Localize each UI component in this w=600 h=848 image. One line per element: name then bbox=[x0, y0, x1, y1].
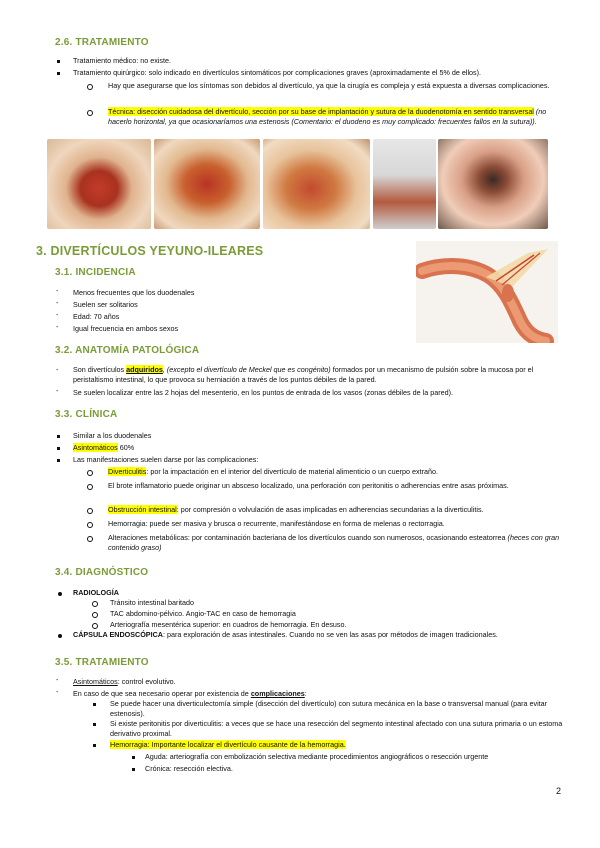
text-item: CÁPSULA ENDOSCÓPICA: para exploración de asas intestinales. Cuando no se ven las asas por métodos de imagen tradicionales. bbox=[73, 630, 498, 639]
text-item: Obstrucción intestinal: por compresión o volvulación de asas implicadas en adherencias secundarias a la diverticulitis. bbox=[108, 505, 484, 514]
highlight-text: Técnica: disección cuidadosa del divertículo, sección por su base de implantación y sutura de la duodenotomía en sentido transversal bbox=[108, 107, 534, 116]
circle-bullet-icon bbox=[87, 84, 93, 90]
text-item: Se suelen localizar entre las 2 hojas del mesenterio, en los puntos de entrada de los vasos (zonas débiles de la pared). bbox=[73, 388, 453, 397]
section-heading-3-1: 3.1. INCIDENCIA bbox=[55, 267, 136, 278]
text-item: Son divertículos adquiridos, (excepto el divertículo de Meckel que es congénito) formados por un mecanismo de pulsión sobre la mucosa por el peristaltismo intestinal, lo que provoca su herniación a través de los puntos débiles de la pared. bbox=[73, 365, 534, 384]
circle-bullet-icon bbox=[87, 484, 93, 490]
section-heading-3-5: 3.5. TRATAMIENTO bbox=[55, 657, 149, 668]
text-item: Las manifestaciones suelen darse por las complicaciones: bbox=[73, 455, 259, 464]
bullet-icon bbox=[132, 756, 135, 759]
bullet-icon bbox=[57, 60, 60, 63]
text-item: Alteraciones metabólicas: por contaminación bacteriana de los divertículos cuando son numerosos, ocasionando esteatorrea (heces con gran contenido graso) bbox=[108, 533, 560, 552]
text-item: Hay que asegurarse que los síntomas son debidos al divertículo, ya que la cirugía es compleja y está expuesta a diversas complicaciones. bbox=[108, 81, 550, 90]
circle-bullet-icon bbox=[87, 522, 93, 528]
bullet-icon bbox=[93, 723, 96, 726]
surgery-photo-1 bbox=[47, 139, 151, 229]
text-item: Hemorragia: puede ser masiva y brusca o recurrente, manifestándose en forma de melenas o rectorragia. bbox=[108, 519, 445, 528]
text-item: RADIOLOGÍA bbox=[73, 588, 119, 597]
page-number: 2 bbox=[556, 786, 562, 796]
text-item: Crónica: resección electiva. bbox=[145, 764, 233, 773]
bullet-icon bbox=[93, 744, 96, 747]
circle-bullet-icon bbox=[92, 601, 98, 607]
text-item: Similar a los duodenales bbox=[73, 431, 152, 440]
list-item: Igual frecuencia en ambos sexos bbox=[73, 324, 179, 333]
section-heading-3-3: 3.3. CLÍNICA bbox=[55, 409, 118, 420]
text-item: Si existe peritonitis por diverticulitis: a veces que se hace una resección del segmento intestinal afectado con una sutura primaria o un estoma derivativo proximal. bbox=[110, 719, 563, 738]
text-item: El brote inflamatorio puede originar un absceso localizado, una perforación con peritonitis o adherencias entre asas próximas. bbox=[108, 481, 509, 490]
highlight-text: adquiridos bbox=[126, 365, 163, 374]
list-item: Suelen ser solitarios bbox=[73, 300, 138, 309]
list-item: Menos frecuentes que los duodenales bbox=[73, 288, 195, 297]
circle-bullet-icon bbox=[87, 536, 93, 542]
list-item: Edad: 70 años bbox=[73, 312, 120, 321]
section-heading-2-6: 2.6. TRATAMIENTO bbox=[55, 37, 149, 48]
highlight-text: Obstrucción intestinal bbox=[108, 505, 177, 514]
text-item bbox=[108, 107, 563, 126]
text-item: En caso de que sea necesario operar por existencia de complicaciones: bbox=[73, 689, 307, 698]
list-item: Arteriografía mesentérica superior: en cuadros de hemorragia. En desuso. bbox=[110, 620, 347, 629]
circle-bullet-icon bbox=[87, 508, 93, 514]
text-item: Tratamiento quirúrgico: solo indicado en divertículos sintomáticos por complicaciones graves (aproximadamente el 5% de ellos). bbox=[73, 68, 482, 77]
list-item: TAC abdomino-pélvico. Angio-TAC en caso de hemorragia bbox=[110, 609, 296, 618]
bullet-icon bbox=[57, 72, 60, 75]
circle-bullet-icon bbox=[87, 110, 93, 116]
section-heading-3-2: 3.2. ANATOMÍA PATOLÓGICA bbox=[55, 345, 200, 356]
surgery-photo-3 bbox=[263, 139, 370, 229]
specimen-photo bbox=[438, 139, 548, 229]
bullet-icon bbox=[58, 634, 62, 638]
section-heading-3: 3. DIVERTÍCULOS YEYUNO-ILEARES bbox=[36, 244, 264, 258]
text-item: Tratamiento médico: no existe. bbox=[73, 56, 172, 65]
surgery-photo-2 bbox=[154, 139, 260, 229]
highlight-text: Diverticulitis bbox=[108, 467, 147, 476]
section-heading-3-4: 3.4. DIAGNÓSTICO bbox=[55, 567, 149, 578]
bullet-icon bbox=[132, 768, 135, 771]
text-item: Se puede hacer una diverticulectomía simple (disección del divertículo) con sutura mecánica en la base o transversal manual (para evitar estenosis). bbox=[110, 699, 548, 718]
italic-text: (no hacerlo horizontal, ya que ocasionaríamos una estenosis (Comentario: el duodeno es muy complicado: frecuentes fallos en la sutura)). bbox=[108, 107, 547, 126]
text-item: Aguda: arteriografía con embolización selectiva mediante procedimientos angiográficos o resección urgente bbox=[145, 752, 489, 761]
bullet-icon bbox=[57, 459, 60, 462]
highlight-text: Asintomáticos bbox=[73, 443, 118, 452]
text-item: Asintomáticos: control evolutivo. bbox=[73, 677, 176, 686]
highlight-text: Hemorragia: Importante localizar el divertículo causante de la hemorragia. bbox=[110, 740, 346, 749]
surgical-instrument-photo bbox=[373, 139, 436, 229]
bullet-icon bbox=[58, 592, 62, 596]
circle-bullet-icon bbox=[87, 470, 93, 476]
list-item: Tránsito intestinal baritado bbox=[110, 598, 195, 607]
circle-bullet-icon bbox=[92, 612, 98, 618]
bullet-icon bbox=[57, 447, 60, 450]
text-item: Asintomáticos 60% bbox=[73, 443, 135, 452]
bullet-icon bbox=[57, 435, 60, 438]
circle-bullet-icon bbox=[92, 623, 98, 629]
bullet-icon bbox=[93, 703, 96, 706]
text-item bbox=[110, 740, 346, 750]
text-item: Diverticulitis: por la impactación en el interior del divertículo de material alimenticio o un cuerpo extraño. bbox=[108, 467, 438, 476]
intestine-diverticulum-illustration bbox=[416, 241, 558, 343]
